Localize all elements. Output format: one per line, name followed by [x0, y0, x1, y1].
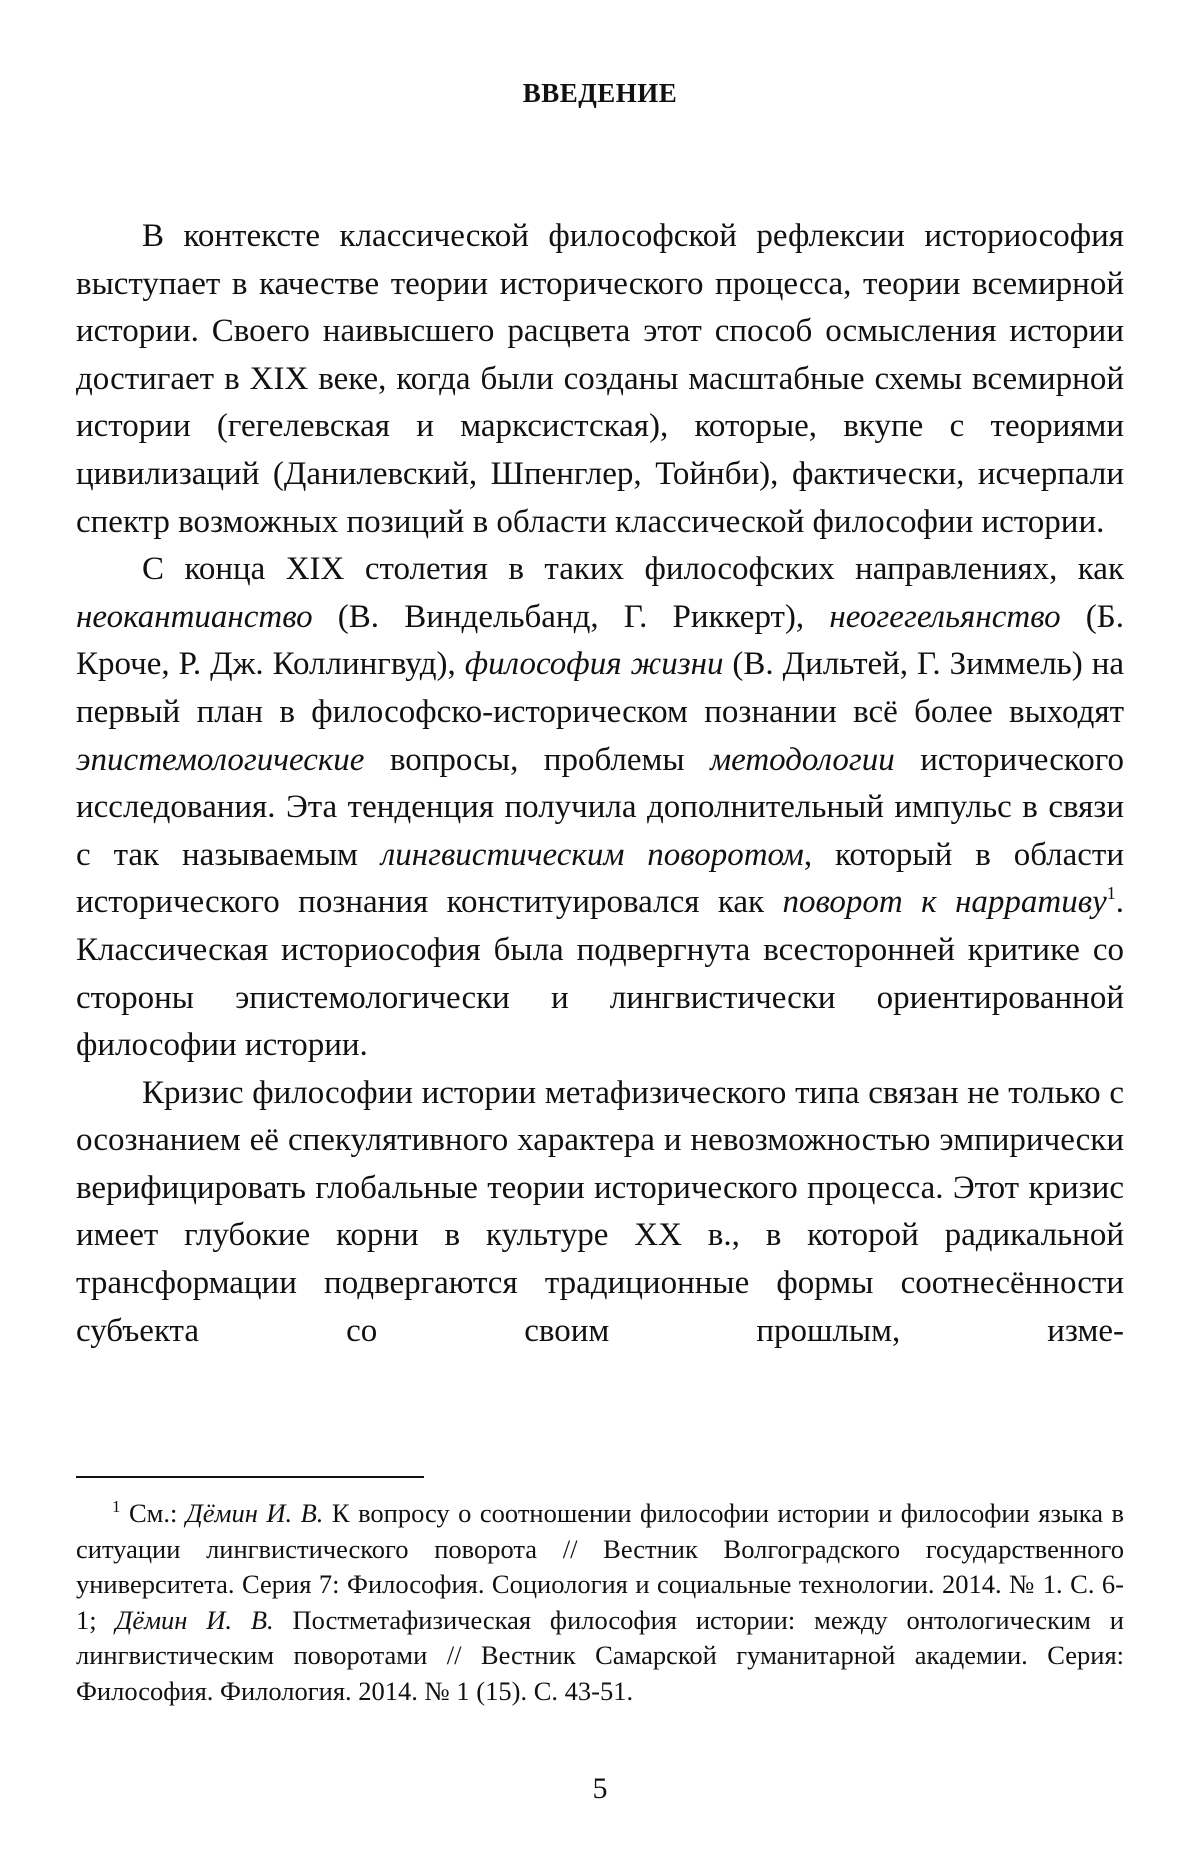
paragraph-2-text: . Классическая историософия была подвергнута всесторонней критике со стороны эпистемологически и лингвистически ориентированной философии истории. [76, 884, 1124, 1064]
paragraph-2-text: исторического исследования. Эта тенденция получила дополнительный импульс в связи с так называемым [76, 741, 1124, 873]
term-narrative-turn: поворот к нарративу [782, 884, 1107, 921]
footnote-reference: 1 [1106, 883, 1116, 904]
paragraph-2-text: (Б. Кроче, Р. Дж. Коллингвуд), [76, 598, 1124, 683]
term-methodology: методологии [710, 741, 895, 778]
paragraph-2-text: С конца XIX столетия в таких философских направлениях, как [142, 551, 1124, 588]
paragraph-2-text: (В. Дильтей, Г. Зиммель) на первый план в философско-историческом познании всё более выходят [76, 646, 1124, 730]
footnote-separator [76, 1476, 424, 1478]
term-philosophy-of-life: философия жизни [464, 646, 724, 683]
paragraph-1: В контексте классической философской рефлексии историософия выступает в качестве теории исторического процесса, теории всемирной истории. Своего наивысшего расцвета этот способ осмысления истории достигает в XIX веке, когда были созданы масштабные схемы всемирной истории (гегелевская и марксистская), которые, вкупе с теориями цивилизаций (Данилевский, Шпенглер, Тойнби), фактически, исчерпали спектр возможных позиций в области классической философии истории. [76, 218, 1124, 540]
footnote-author: Дёмин И. В. [115, 1604, 274, 1635]
page-number: 5 [592, 1772, 608, 1805]
term-neokantianism: неокантианство [76, 598, 313, 635]
paragraph-2 [76, 546, 1124, 1070]
footnote-text: См.: [120, 1498, 186, 1528]
footnote-marker: 1 [112, 1497, 121, 1516]
paragraph-2-text: , который в области исторического познания конституировался как [76, 836, 1125, 921]
term-neohegelianism: неогегельянство [829, 598, 1061, 635]
main-text [76, 213, 1124, 1355]
term-epistemological: эпистемологические [76, 741, 365, 778]
footnote-text: К вопросу о соотношении философии истории и философии языка в ситуации лингвистического поворота // Вестник Волгоградского государственного университета. Серия 7: Философия. Социология и социальные технологии. 2014. № 1. С. 6-1; [76, 1498, 1124, 1635]
footnote-author: Дёмин И. В. [185, 1498, 324, 1528]
paragraph-2-text: (В. Виндельбанд, Г. Риккерт), [312, 598, 830, 635]
chapter-heading: ВВЕДЕНИЕ [522, 78, 678, 108]
footnote-text: Постметафизическая философия истории: между онтологическим и лингвистическим поворотами // Вестник Самарской гуманитарной академии. Серия: Философия. Филология. 2014. № 1 (15). С. 43-51. [76, 1604, 1124, 1706]
paragraph-2-text: вопросы, проблемы [364, 741, 711, 778]
term-linguistic-turn: лингвистическим поворотом [380, 836, 804, 873]
paragraph-3: Кризис философии истории метафизического типа связан не только с осознанием её спекулятивного характера и невозможностью эмпирически верифицировать глобальные теории исторического процесса. Этот кризис имеет глубокие корни в культуре XX в., в которой радикальной трансформации подвергаются традиционные формы соотнесённости субъекта со своим прошлым, изме- [76, 1074, 1124, 1349]
footnote [76, 1496, 1124, 1709]
